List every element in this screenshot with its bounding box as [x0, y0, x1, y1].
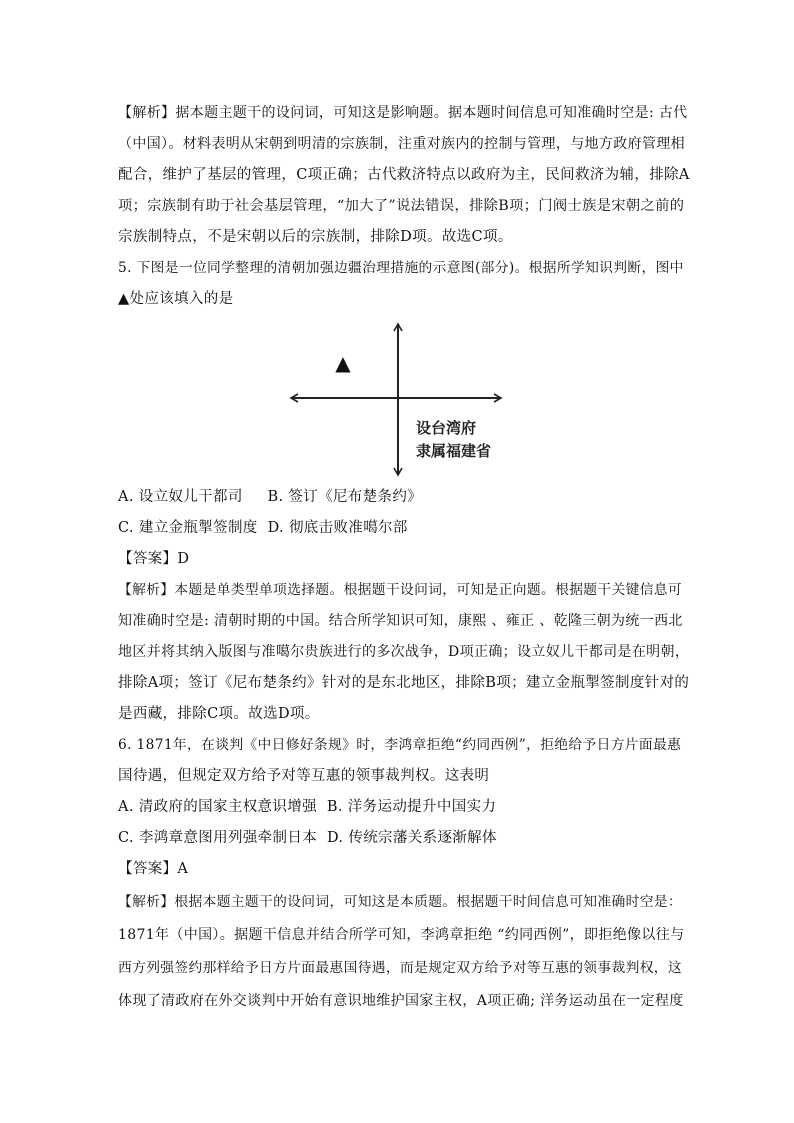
q5-analysis-line: 排除A项；签订《尼布楚条约》针对的是东北地区，排除B项；建立金瓶掣签制度针对的	[118, 675, 690, 691]
q4-analysis-line: （中国）。材料表明从宋朝到明清的宗族制，注重对族内的控制与管理，与地方政府管理相	[118, 136, 685, 152]
q5-analysis-line: 地区并将其纳入版图与准噶尔贵族进行的多次战争，D项正确；设立奴儿干都司是在明朝，	[118, 644, 690, 660]
q6-analysis-line: 【解析】根据本题主题干的设问词，可知这是本质题。根据题干时间信息可知准确时空是：	[118, 894, 683, 910]
q5-answer: 【答案】D	[118, 551, 190, 567]
q6-option-line: A. 清政府的国家主权意识增强 B. 洋务运动提升中国实力	[118, 799, 497, 815]
q6-option-line: C. 李鸿章意图用列强牵制日本 D. 传统宗藩关系逐渐解体	[118, 830, 497, 846]
q5-option-line: A. 设立奴儿干都司 B. 签订《尼布楚条约》	[118, 489, 423, 505]
q6-stem-line: 国待遇，但规定双方给予对等互惠的领事裁判权。这表明	[118, 768, 490, 784]
diagram-label-line1: 设台湾府	[416, 419, 477, 437]
q5-analysis-line: 是西藏，排除C项。故选D项。	[118, 706, 320, 722]
q5-diagram	[288, 320, 508, 480]
q6-answer: 【答案】A	[118, 861, 189, 877]
q4-analysis-line: 【解析】据本题主题干的设问词，可知这是影响题。据本题时间信息可知准确时空是: 古代	[118, 105, 688, 121]
q6-analysis-line: 1871年（中国）。据题干信息并结合所学可知，李鸿章拒绝 “约同西例”，即拒绝像以往与	[118, 927, 685, 943]
q6-analysis-line: 西方列强签约那样给予日方片面最惠国待遇，而是规定双方给予对等互惠的领事裁判权，这	[118, 960, 683, 976]
diagram-label-line2: 隶属福建省	[416, 442, 492, 460]
q4-analysis-line: 项；宗族制有助于社会基层管理，“加大了”说法错误，排除B项；门阀士族是宋朝之前的	[118, 198, 685, 214]
q4-analysis-line: 配合，维护了基层的管理，C项正确；古代救济特点以政府为主，民间救济为辅，排除A	[118, 167, 690, 183]
q5-stem-line: ▲处应该填入的是	[118, 291, 234, 307]
q4-analysis-line: 宗族制特点，不是宋朝以后的宗族制，排除D项。故选C项。	[118, 229, 513, 245]
triangle-marker-icon: ▲	[335, 351, 351, 375]
q5-stem-line: 5. 下图是一位同学整理的清朝加强边疆治理措施的示意图(部分)。根据所学知识判断，图中	[118, 260, 684, 276]
q6-analysis-line: 体现了清政府在外交谈判中开始有意识地维护国家主权，A项正确; 洋务运动虽在一定程度	[118, 993, 684, 1009]
q6-stem-line: 6. 1871年，在谈判《中日修好条规》时，李鸿章拒绝“约同西例”，拒绝给予日方片面最惠	[118, 737, 682, 753]
q5-analysis-line: 【解析】本题是单类型单项选择题。根据题干设问词，可知是正向题。根据题干关键信息可	[118, 582, 683, 598]
q5-option-line: C. 建立金瓶掣签制度 D. 彻底击败准噶尔部	[118, 520, 408, 536]
q5-analysis-line: 知准确时空是: 清朝时期的中国。结合所学知识可知，康熙 、雍正 、乾隆三朝为统一西北	[118, 613, 683, 629]
